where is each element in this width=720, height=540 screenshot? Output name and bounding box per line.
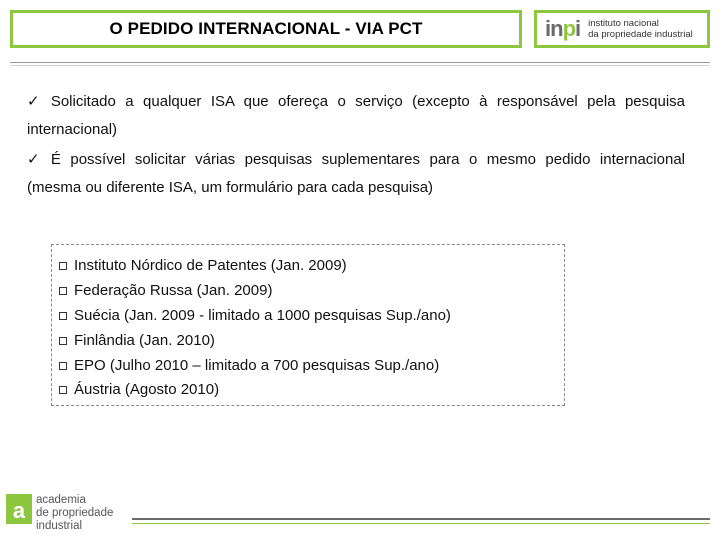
list-item: Finlândia (Jan. 2010) <box>59 332 215 349</box>
inpi-logo-line2: da propriedade industrial <box>588 29 693 40</box>
bullet-text: Solicitado a qualquer ISA que ofereça o serviço (excepto à responsável pela pesquisa internacional) <box>27 93 685 138</box>
inpi-logo-text <box>588 18 693 40</box>
header-divider-light <box>10 65 710 66</box>
square-bullet-icon <box>59 262 67 270</box>
footer-divider-accent <box>132 523 710 524</box>
isa-list-box <box>51 244 565 406</box>
checkmark-icon: ✓ <box>27 151 45 168</box>
checkmark-icon: ✓ <box>27 93 45 110</box>
list-item: Suécia (Jan. 2009 - limitado a 1000 pesquisas Sup./ano) <box>59 307 451 324</box>
academia-logo <box>6 494 113 533</box>
bullet-text: É possível solicitar várias pesquisas suplementares para o mesmo pedido internacional (mesma ou diferente ISA, um formulário para cada pesquisa) <box>27 151 685 196</box>
academia-logo-mark: a <box>6 494 32 524</box>
square-bullet-icon <box>59 362 67 370</box>
academia-logo-text: academia de propriedade industrial <box>36 494 114 532</box>
inpi-logo <box>534 10 710 48</box>
bullet-paragraph <box>27 88 685 144</box>
bullet-paragraph <box>27 146 685 202</box>
list-item: Federação Russa (Jan. 2009) <box>59 282 272 299</box>
title-banner <box>10 10 522 48</box>
square-bullet-icon <box>59 337 67 345</box>
square-bullet-icon <box>59 287 67 295</box>
list-item: Áustria (Agosto 2010) <box>59 381 219 398</box>
inpi-logo-line1: instituto nacional <box>588 18 659 29</box>
slide-title: O PEDIDO INTERNACIONAL - VIA PCT <box>109 19 423 38</box>
list-item: Instituto Nórdico de Patentes (Jan. 2009) <box>59 257 347 274</box>
header-divider <box>10 62 710 63</box>
inpi-logo-mark: inpi <box>545 16 581 41</box>
footer-divider <box>132 518 710 520</box>
square-bullet-icon <box>59 386 67 394</box>
list-item: EPO (Julho 2010 – limitado a 700 pesquisas Sup./ano) <box>59 357 439 374</box>
square-bullet-icon <box>59 312 67 320</box>
